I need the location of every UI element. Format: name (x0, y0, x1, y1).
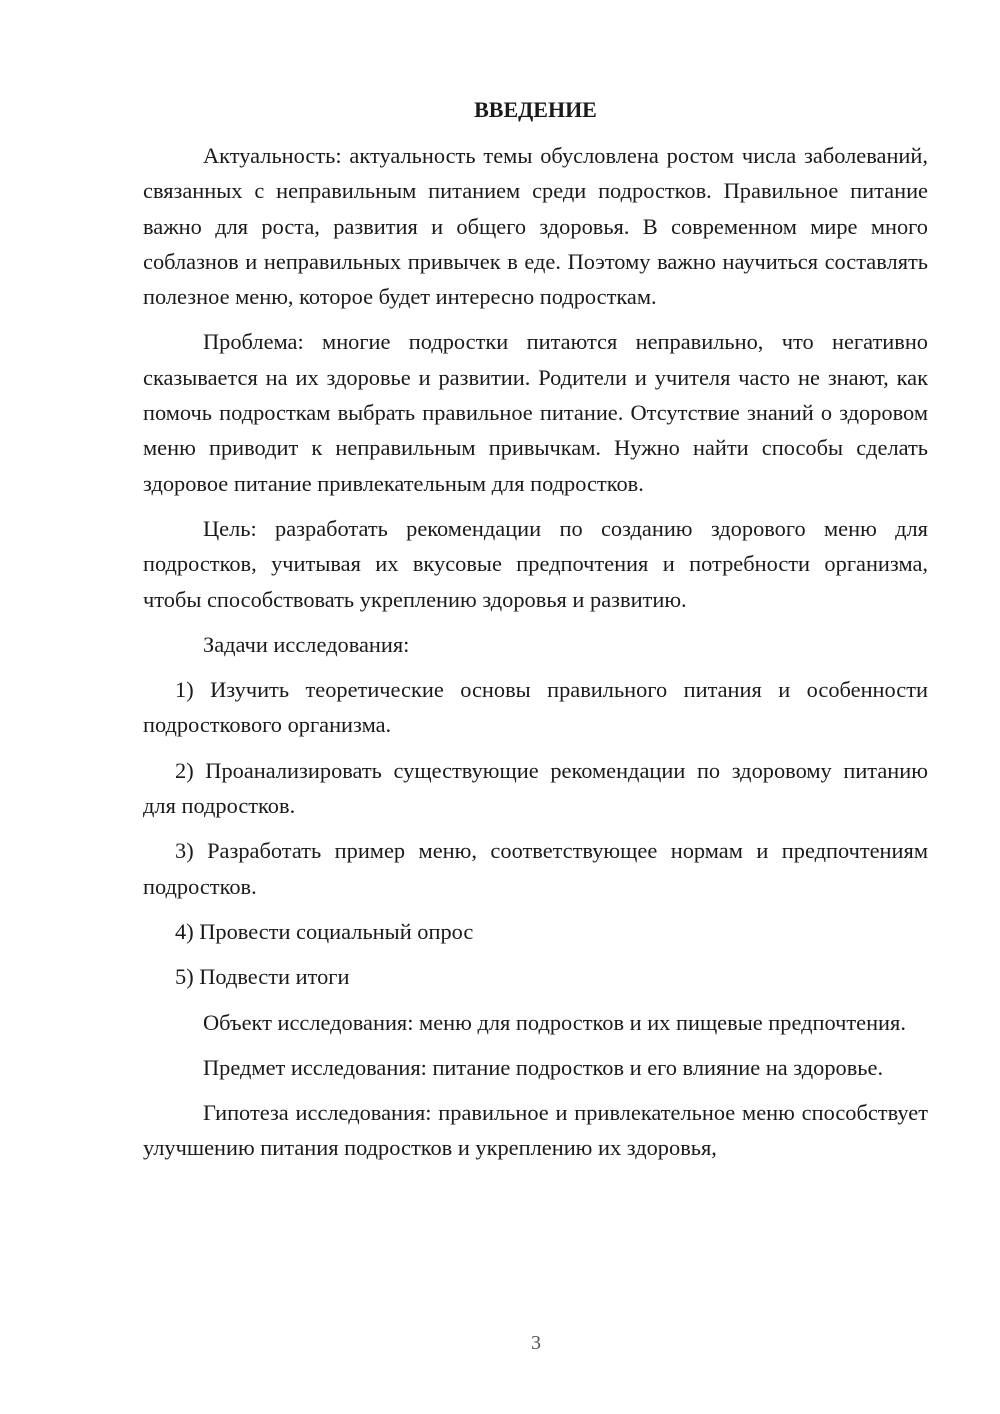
paragraph-hypothesis: Гипотеза исследования: правильное и привлекательное меню способствует улучшению питания подростков и укреплению их здоровья, (143, 1100, 928, 1161)
paragraph-object: Объект исследования: меню для подростков и их пищевые предпочтения. (203, 1009, 906, 1035)
paragraph-subject: Предмет исследования: питание подростков и его влияние на здоровье. (203, 1054, 884, 1080)
page-number: 3 (531, 1332, 541, 1354)
paragraph-relevance: Актуальность: актуальность темы обусловлена ростом числа заболеваний, связанных с неправильным питанием среди подростков. Правильное питание важно для роста, развития и общего здоровья. В современном мире много соблазнов и неправильных привычек в еде. Поэтому важно научиться составлять полезное меню, которое будет интересно подросткам. (143, 143, 928, 310)
task-item-1: 1) Изучить теоретические основы правильного питания и особенности подросткового организма. (143, 677, 928, 738)
task-item-2: 2) Проанализировать существующие рекомендации по здоровому питанию для подростков. (143, 757, 928, 819)
page-content (143, 92, 928, 1176)
tasks-heading: Задачи исследования: (203, 631, 410, 657)
paragraph-problem: Проблема: многие подростки питаются неправильно, что негативно сказывается на их здоровье и развитии. Родители и учителя часто не знают, как помочь подросткам выбрать правильное питание. Отсутствие знаний о здоровом меню приводит к неправильным привычкам. Нужно найти способы сделать здоровое питание привлекательным для подростков. (143, 329, 928, 496)
task-item-3: 3) Разработать пример меню, соответствующее нормам и предпочтениям подростков. (143, 838, 928, 899)
task-item-4: 4) Провести социальный опрос (175, 918, 474, 944)
paragraph-goal: Цель: разработать рекомендации по созданию здорового меню для подростков, учитывая их вкусовые предпочтения и потребности организма, чтобы способствовать укреплению здоровья и развитию. (143, 515, 928, 612)
section-title: ВВЕДЕНИЕ (474, 97, 597, 122)
task-item-5: 5) Подвести итоги (175, 964, 350, 990)
